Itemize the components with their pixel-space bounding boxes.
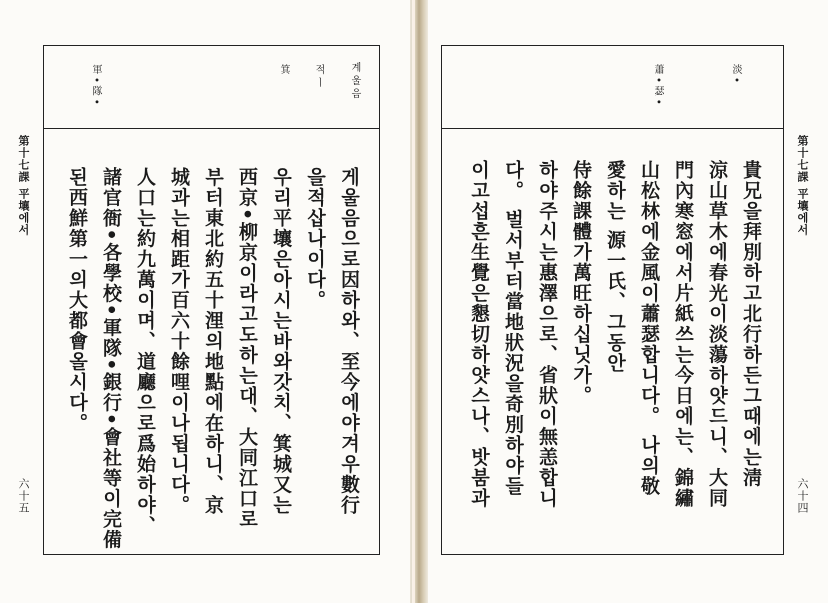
right-page xyxy=(428,0,828,603)
left-text-column-8: 諸官衙•各學校•軍隊•銀行•會社等이完備 xyxy=(100,167,122,550)
left-note-1: 계울음 xyxy=(349,62,360,101)
right-page-number: 六十四 xyxy=(796,478,809,514)
gutter-highlight xyxy=(412,0,415,603)
right-running-head: 第十七課 平壤에서 xyxy=(796,135,809,236)
left-text-column-1: 게울음으로因하와、至今에야겨우數行 xyxy=(338,167,360,516)
right-notes-divider xyxy=(441,128,784,129)
left-text-column-3: 우리平壤은아시는바와갓치、箕城又는 xyxy=(270,167,292,516)
left-text-column-2: 을적삽나이다。 xyxy=(304,167,326,311)
right-note-2: 蕭•瑟• xyxy=(652,64,663,108)
left-running-head: 第十七課 平壤에서 xyxy=(17,135,30,236)
left-text-column-5: 부터東北約五十浬의地點에在하니、京 xyxy=(202,167,224,516)
right-text-column-2: 涼山草木에春光이淡蕩하얏드니、大同 xyxy=(706,160,728,509)
left-note-2: 적ㅣ xyxy=(313,64,324,90)
left-note-3: 箕 xyxy=(278,64,289,77)
left-text-column-4: 西京•柳京이라고도하는대、大同江口로 xyxy=(236,167,258,530)
right-text-column-7: 하야주시는惠澤으로、省狀이無恙합니 xyxy=(536,160,558,509)
left-page-number: 六十五 xyxy=(17,478,30,514)
left-notes-divider xyxy=(43,128,380,129)
right-text-column-5: 愛하는 源一氏、그동안 xyxy=(604,160,626,374)
left-page xyxy=(0,0,410,603)
left-note-4: 軍•隊• xyxy=(90,64,101,108)
right-text-column-4: 山松林에金風이蕭瑟합니다。 나의敬 xyxy=(638,160,660,497)
right-text-column-1: 貴兄을拜別하고北行하든그때에는淸 xyxy=(740,160,762,488)
left-text-column-6: 城과는相距가百六十餘哩이나됩니다。 xyxy=(168,167,190,516)
right-text-column-8: 다。 벌서부터當地狀況을奇別하야들 xyxy=(502,160,524,497)
right-text-column-3: 門內寒窓에서片紙쓰는今日에는、錦繡 xyxy=(672,160,694,509)
right-note-1: 淡• xyxy=(730,64,741,86)
right-text-column-6: 侍餘課體가萬旺하십닛가。 xyxy=(570,160,592,406)
left-text-column-9: 된西鮮第一의大都會올시다。 xyxy=(66,167,88,434)
left-text-column-7: 人口는約九萬이며、道廳으로爲始하야、 xyxy=(134,167,156,536)
right-text-column-9: 이고섭흔生覺은懇切하얏스나、밧붐과 xyxy=(468,160,490,509)
